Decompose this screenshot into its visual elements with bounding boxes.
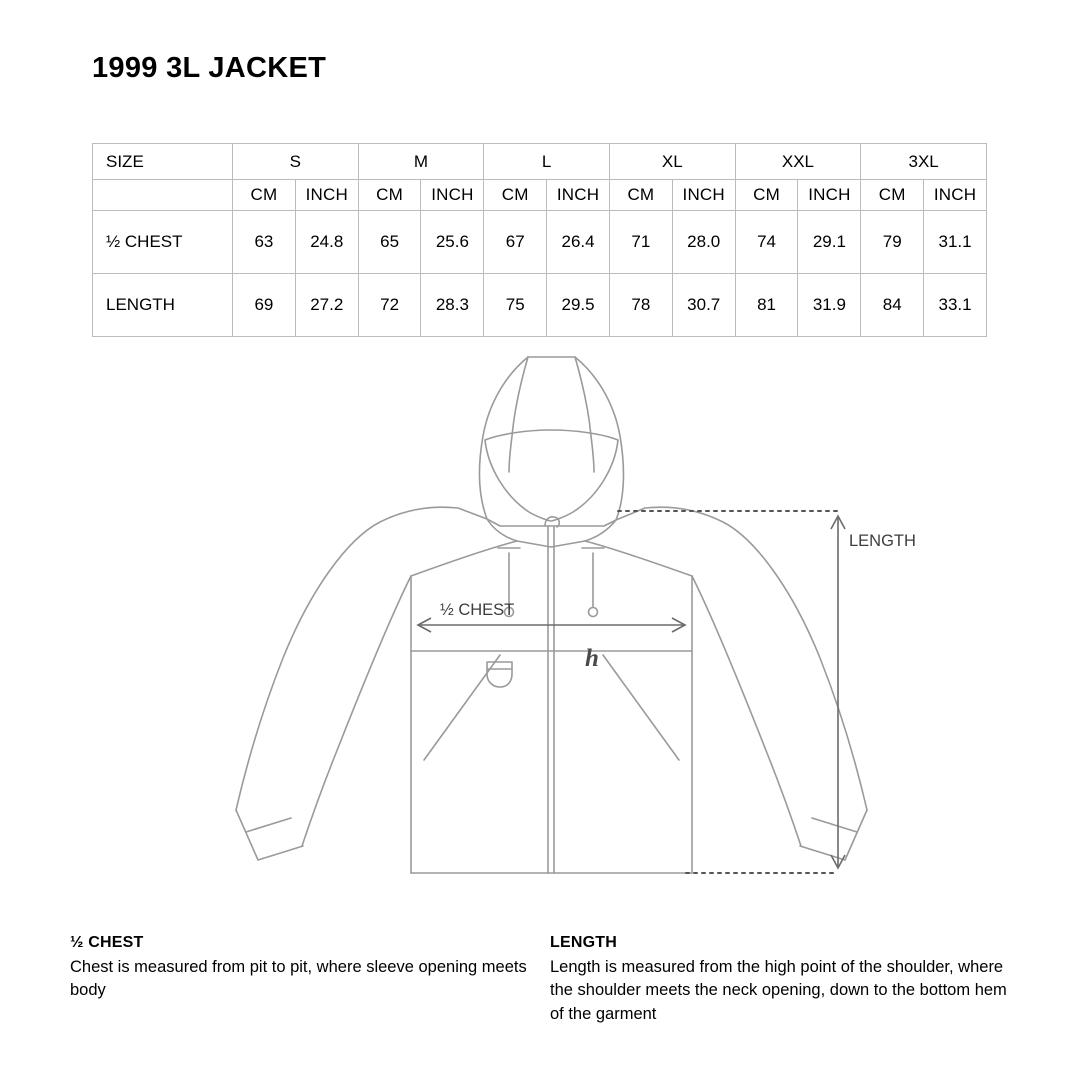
header-unit-inch-l: INCH [547, 180, 610, 211]
jacket-line-art [236, 357, 867, 873]
cell-length-xl-inch: 30.7 [672, 274, 735, 337]
cell-length-xl-cm: 78 [609, 274, 672, 337]
measurement-notes [70, 934, 1030, 1026]
cell-length-l-cm: 75 [484, 274, 547, 337]
header-size-l: L [484, 144, 610, 180]
length-measure-annotation [618, 511, 845, 873]
right-sleeve-top [616, 507, 867, 810]
header-unit-cm-s: CM [233, 180, 296, 211]
row-label-length: LENGTH [93, 274, 233, 337]
pocket-zip-pull-icon [487, 662, 512, 687]
hood-opening [485, 430, 618, 521]
page-title: 1999 3L JACKET [92, 52, 327, 84]
note-half-chest [70, 934, 550, 1026]
header-size-3xl: 3XL [861, 144, 987, 180]
drawcord-tip-right [589, 608, 598, 617]
yoke-seam-right [585, 541, 692, 576]
right-cuff-seam [812, 818, 857, 832]
header-unit-cm-xxl: CM [735, 180, 798, 211]
cell-half-chest-l-cm: 67 [484, 211, 547, 274]
header-unit-blank [93, 180, 233, 211]
table-row [93, 211, 987, 274]
header-unit-inch-3xl: INCH [924, 180, 987, 211]
note-length [550, 934, 1020, 1026]
header-size-s: S [233, 144, 359, 180]
cell-half-chest-3xl-cm: 79 [861, 211, 924, 274]
left-cuff-outer [236, 810, 303, 860]
header-unit-inch-xl: INCH [672, 180, 735, 211]
length-measure-label: LENGTH [849, 532, 916, 550]
header-unit-inch-s: INCH [295, 180, 358, 211]
cell-half-chest-xxl-inch: 29.1 [798, 211, 861, 274]
cell-half-chest-xl-cm: 71 [609, 211, 672, 274]
table-header-units [93, 180, 987, 211]
cell-length-s-inch: 27.2 [295, 274, 358, 337]
note-half-chest-title: ½ CHEST [70, 934, 144, 951]
header-size-m: M [358, 144, 484, 180]
cell-length-m-cm: 72 [358, 274, 421, 337]
note-half-chest-body: Chest is measured from pit to pit, where sleeve opening meets body [70, 958, 527, 1000]
header-unit-inch-m: INCH [421, 180, 484, 211]
table-row [93, 274, 987, 337]
cell-length-l-inch: 29.5 [547, 274, 610, 337]
cell-length-xxl-inch: 31.9 [798, 274, 861, 337]
right-sleeve-under [692, 576, 801, 846]
header-size-xl: XL [609, 144, 735, 180]
size-table-container [92, 143, 987, 337]
cell-half-chest-s-inch: 24.8 [295, 211, 358, 274]
note-length-body: Length is measured from the high point of the shoulder, where the shoulder meets the neck opening, down to the bottom hem of the garment [550, 958, 1007, 1023]
cell-length-m-inch: 28.3 [421, 274, 484, 337]
chest-measure-annotation [418, 618, 685, 632]
brand-logo-h: h [585, 645, 599, 672]
jacket-illustration [0, 340, 1080, 910]
left-cuff-seam [246, 818, 291, 832]
cell-length-3xl-cm: 84 [861, 274, 924, 337]
pocket-seam-left [424, 655, 500, 760]
cell-length-xxl-cm: 81 [735, 274, 798, 337]
cell-half-chest-m-cm: 65 [358, 211, 421, 274]
chest-measure-label: ½ CHEST [440, 601, 515, 619]
cell-length-s-cm: 69 [233, 274, 296, 337]
cell-half-chest-3xl-inch: 31.1 [924, 211, 987, 274]
cell-length-3xl-inch: 33.1 [924, 274, 987, 337]
hood-collar [487, 519, 616, 547]
header-unit-inch-xxl: INCH [798, 180, 861, 211]
left-sleeve-under [302, 576, 411, 846]
header-unit-cm-l: CM [484, 180, 547, 211]
table-header-sizes [93, 144, 987, 180]
header-size-label: SIZE [93, 144, 233, 180]
size-table [92, 143, 987, 337]
header-unit-cm-xl: CM [609, 180, 672, 211]
cell-half-chest-s-cm: 63 [233, 211, 296, 274]
cell-half-chest-m-inch: 25.6 [421, 211, 484, 274]
cell-half-chest-xl-inch: 28.0 [672, 211, 735, 274]
header-unit-cm-m: CM [358, 180, 421, 211]
hood-outer [480, 357, 624, 526]
right-cuff-outer [800, 810, 867, 860]
row-label-half-chest: ½ CHEST [93, 211, 233, 274]
header-size-xxl: XXL [735, 144, 861, 180]
note-length-title: LENGTH [550, 934, 617, 951]
header-unit-cm-3xl: CM [861, 180, 924, 211]
yoke-seam-left [411, 541, 517, 576]
cell-half-chest-l-inch: 26.4 [547, 211, 610, 274]
cell-half-chest-xxl-cm: 74 [735, 211, 798, 274]
left-sleeve-top [236, 507, 487, 810]
pocket-seam-right [603, 655, 679, 760]
